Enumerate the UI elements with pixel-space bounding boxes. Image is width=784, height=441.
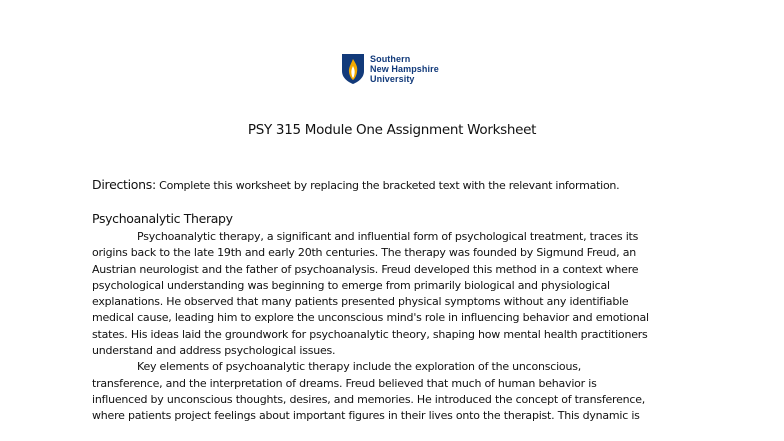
directions-text: Complete this worksheet by replacing the bracketed text with the relevant information. xyxy=(155,179,620,192)
body-line: explanations. He observed that many patients presented physical symptoms without any identifiable xyxy=(92,295,629,309)
body-line: transference, and the interpretation of dreams. Freud believed that much of human behavior is xyxy=(92,376,597,390)
directions-paragraph xyxy=(92,177,619,192)
section-body xyxy=(92,229,732,425)
logo-line-1: Southern xyxy=(370,54,411,64)
body-line: medical cause, leading him to explore the unconscious mind's role in influencing behavior and emotional xyxy=(92,311,649,325)
logo-line-3: University xyxy=(370,74,415,84)
document-title: PSY 315 Module One Assignment Worksheet xyxy=(247,122,537,138)
body-line: understand and address psychological issues. xyxy=(92,344,336,358)
body-line: Austrian neurologist and the father of psychoanalysis. Freud developed this method in a context where xyxy=(92,262,639,276)
body-line: psychological understanding was beginning to emerge from primarily biological and physiological xyxy=(92,278,610,292)
logo-line-2: New Hampshire xyxy=(370,64,439,74)
directions-label: Directions: xyxy=(92,177,156,192)
shield-flame-icon xyxy=(341,53,365,85)
body-line: where patients project feelings about important figures in their lives onto the therapist. This dynamic is xyxy=(92,409,640,423)
logo-wordmark xyxy=(370,54,439,84)
body-line: Key elements of psychoanalytic therapy include the exploration of the unconscious, xyxy=(137,360,581,374)
university-logo xyxy=(341,53,439,85)
section-heading: Psychoanalytic Therapy xyxy=(92,211,233,226)
body-line: origins back to the late 19th and early 20th centuries. The therapy was founded by Sigmund Freud, an xyxy=(92,246,637,260)
body-line: Psychoanalytic therapy, a significant and influential form of psychological treatment, traces its xyxy=(137,230,639,243)
body-line: states. His ideas laid the groundwork for psychoanalytic theory, shaping how mental health practitioners xyxy=(92,327,648,341)
body-line: influenced by unconscious thoughts, desires, and memories. He introduced the concept of transference, xyxy=(92,392,646,406)
